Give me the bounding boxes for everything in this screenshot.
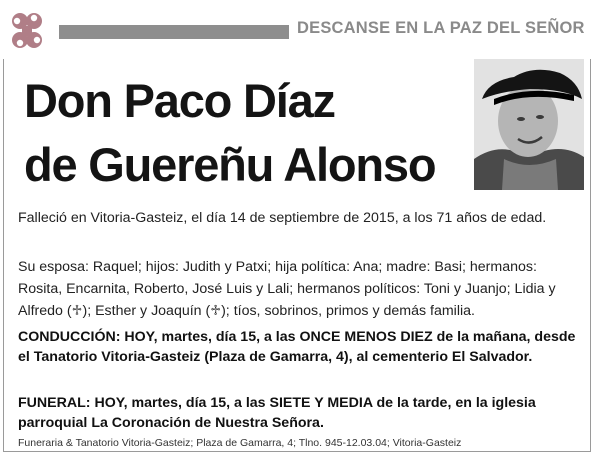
header-title: DESCANSE EN LA PAZ DEL SEÑOR: [297, 19, 585, 37]
death-notice: Falleció en Vitoria-Gasteiz, el día 14 de septiembre de 2015, a los 71 años de edad.: [18, 210, 547, 226]
portrait-photo: [474, 59, 584, 190]
header: [1, 1, 600, 59]
deceased-name-line-1: Don Paco Díaz: [24, 74, 335, 127]
funeral-home-footer: Funeraria & Tanatorio Vitoria-Gasteiz; Plaza de Gamarra, 4; Tlno. 945-12.03.04; Vitoria-Gasteiz: [18, 437, 462, 449]
conduccion-notice: CONDUCCIÓN: HOY, martes, día 15, a las ONCE MENOS DIEZ de la mañana, desde el Tanatorio Vitoria-Gasteiz (Plaza de Gamarra, 4), al cementerio El Salvador.: [18, 329, 576, 365]
lauburu-icon: [7, 9, 47, 53]
family-list: Su esposa: Raquel; hijos: Judith y Patxi; hija política: Ana; madre: Basi; hermanos: Rosita, Encarnita, Roberto, José Luis y Lali; hermanos políticos: Toni y Juanjo; Lidia y Alfredo (♱); Esther y Joaquín (♱); tíos, sobrinos, primos y demás familia.: [18, 259, 556, 319]
funeral-notice: FUNERAL: HOY, martes, día 15, a las SIETE Y MEDIA de la tarde, en la iglesia parroquial La Coronación de Nuestra Señora.: [18, 395, 536, 431]
deceased-name-line-2: de Guereñu Alonso: [24, 138, 436, 191]
obituary-notice: [3, 2, 591, 452]
header-divider-bar: [59, 25, 289, 39]
